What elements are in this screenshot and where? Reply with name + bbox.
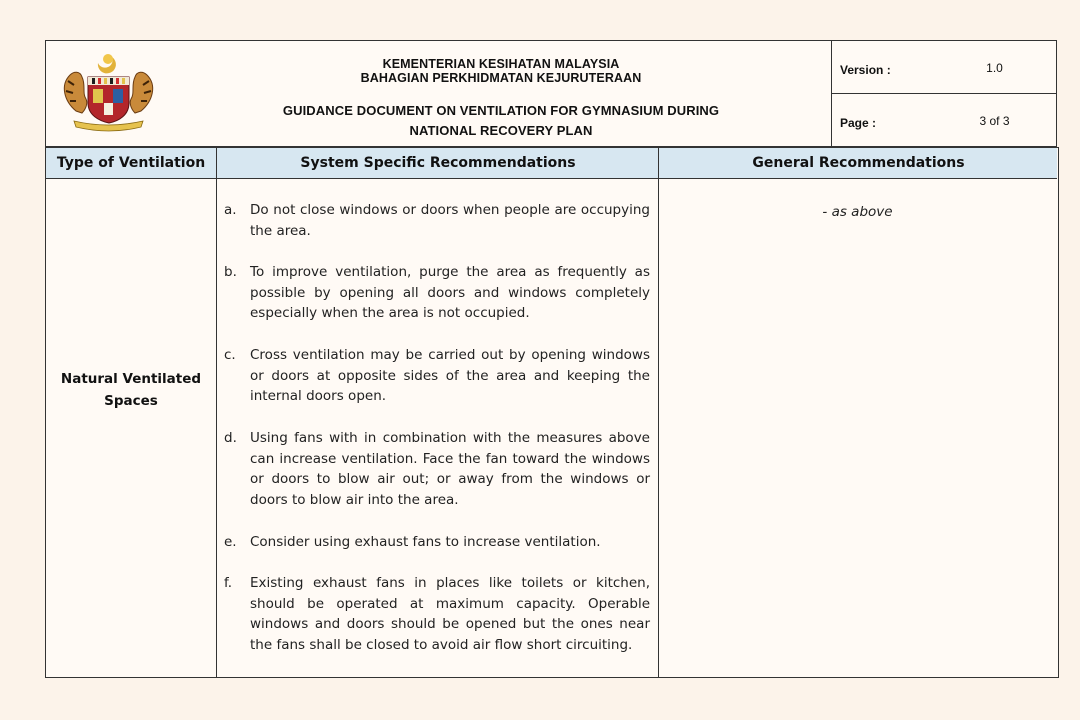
list-item-letter: d. (224, 430, 237, 446)
document-title (171, 101, 831, 141)
version-row (832, 41, 1057, 94)
column-divider (658, 178, 659, 677)
ventilation-type-line-2: Spaces (104, 393, 158, 409)
list-item-letter: f. (224, 575, 233, 591)
coat-of-arms-icon (46, 41, 171, 146)
list-item-letter: b. (224, 264, 237, 280)
column-divider (216, 178, 217, 677)
ministry-line-1: KEMENTERIAN KESIHATAN MALAYSIA (382, 57, 620, 71)
list-item-letter: a. (224, 202, 237, 218)
ministry-name (171, 57, 831, 85)
column-header-system: System Specific Recommendations (216, 148, 659, 178)
table-header-row (46, 148, 1057, 179)
list-item-text: Using fans with in combination with the measures above can increase ventilation. Face the fan toward the windows or doors to blow air out; or away from the windows or doors to blow air into the area. (250, 430, 650, 509)
page-row (832, 93, 1057, 146)
list-item-text: Do not close windows or doors when people are occupying the area. (250, 202, 650, 239)
list-item-text: Consider using exhaust fans to increase ventilation. (250, 534, 601, 550)
general-recommendation: - as above (822, 204, 893, 220)
list-item-text: Cross ventilation may be carried out by opening windows or doors at opposite sides of the area and keeping the internal doors open. (250, 347, 650, 405)
column-header-general: General Recommendations (658, 148, 1058, 178)
ventilation-type-line-1: Natural Ventilated (60, 371, 202, 387)
recommendations-table (45, 147, 1059, 678)
page-value: 3 of 3 (979, 114, 1010, 128)
list-item-letter: e. (224, 534, 237, 550)
version-label: Version : (840, 63, 891, 77)
ministry-line-2: BAHAGIAN PERKHIDMATAN KEJURUTERAAN (360, 71, 642, 85)
coat-of-arms-logo (46, 41, 171, 146)
document-title-line-1: GUIDANCE DOCUMENT ON VENTILATION FOR GYMNASIUM DURING (282, 103, 720, 118)
page-label: Page : (840, 116, 877, 130)
document-title-line-2: NATIONAL RECOVERY PLAN (409, 123, 593, 138)
document-header (45, 40, 1057, 147)
ventilation-type (46, 368, 216, 412)
list-item-text: Existing exhaust fans in places like toilets or kitchen, should be operated at maximum capacity. Operable windows and doors should be opened but the ones near the fans shall be closed to avoid air flow short circuiting. (250, 575, 650, 654)
column-header-type: Type of Ventilation (56, 155, 206, 171)
list-item-text: To improve ventilation, purge the area as frequently as possible by opening all doors and windows completely especially when the area is not occupied. (250, 264, 650, 322)
header-title-cell (171, 41, 831, 146)
document-meta (831, 41, 1057, 146)
version-value: 1.0 (986, 61, 1003, 75)
list-item-letter: c. (224, 347, 236, 363)
